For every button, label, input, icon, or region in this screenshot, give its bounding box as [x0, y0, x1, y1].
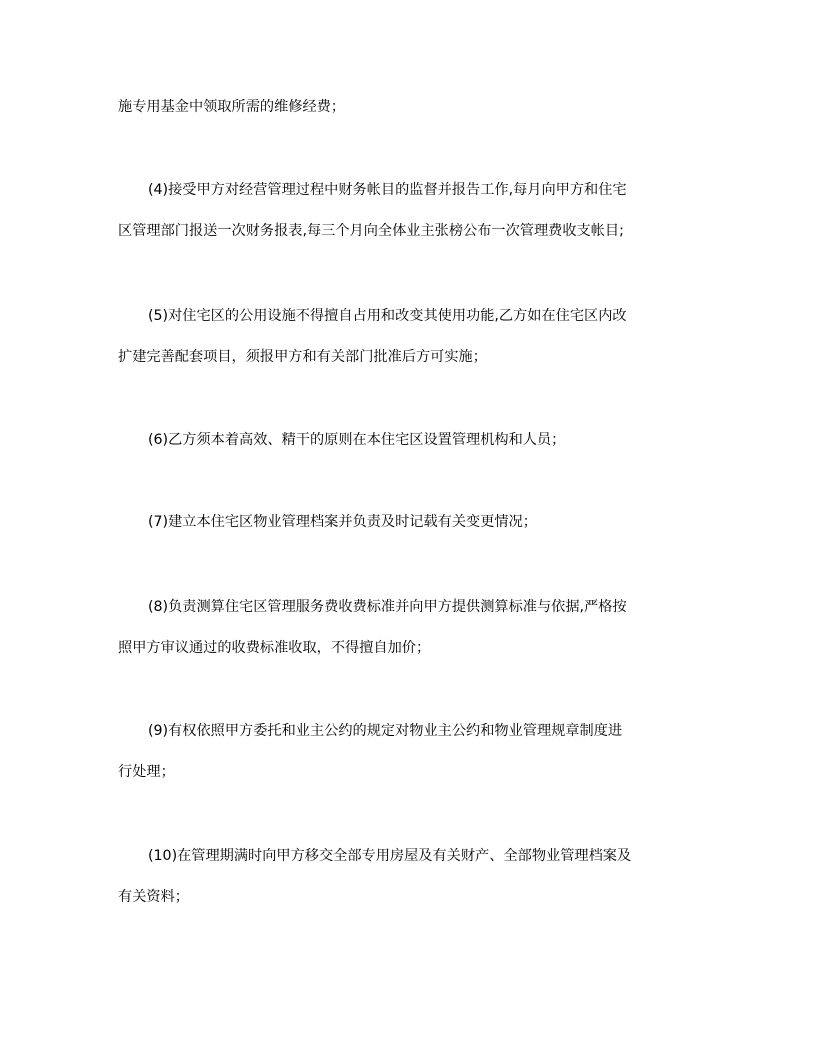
paragraph-line: (7)建立本住宅区物业管理档案并负责及时记载有关变更情况； [148, 514, 537, 530]
paragraph-line: 行处理； [118, 764, 175, 780]
paragraph-line: (4)接受甲方对经营管理过程中财务帐目的监督并报告工作,每月向甲方和住宅 [148, 182, 627, 198]
paragraph-line: (10)在管理期满时向甲方移交全部专用房屋及有关财产、全部物业管理档案及 [148, 848, 632, 864]
paragraph-line: (8)负责测算住宅区管理服务费收费标准并向甲方提供测算标准与依据,严格按 [148, 599, 627, 615]
paragraph-line: 施专用基金中领取所需的维修经费； [118, 99, 346, 115]
paragraph-line: 扩建完善配套项目，须报甲方和有关部门批准后方可实施； [118, 349, 487, 365]
paragraph-line: 区管理部门报送一次财务报表,每三个月向全体业主张榜公布一次管理费收支帐目; [118, 223, 624, 239]
paragraph-line: 照甲方审议通过的收费标准收取，不得擅自加价； [118, 640, 431, 656]
paragraph-line: 有关资料； [118, 889, 189, 905]
paragraph-line: (6)乙方须本着高效、精干的原则在本住宅区设置管理机构和人员； [148, 432, 566, 448]
paragraph-line: (5)对住宅区的公用设施不得擅自占用和改变其使用功能,乙方如在住宅区内改 [148, 308, 627, 324]
paragraph-line: (9)有权依照甲方委托和业主公约的规定对物业主公约和物业管理规章制度进 [148, 723, 623, 739]
